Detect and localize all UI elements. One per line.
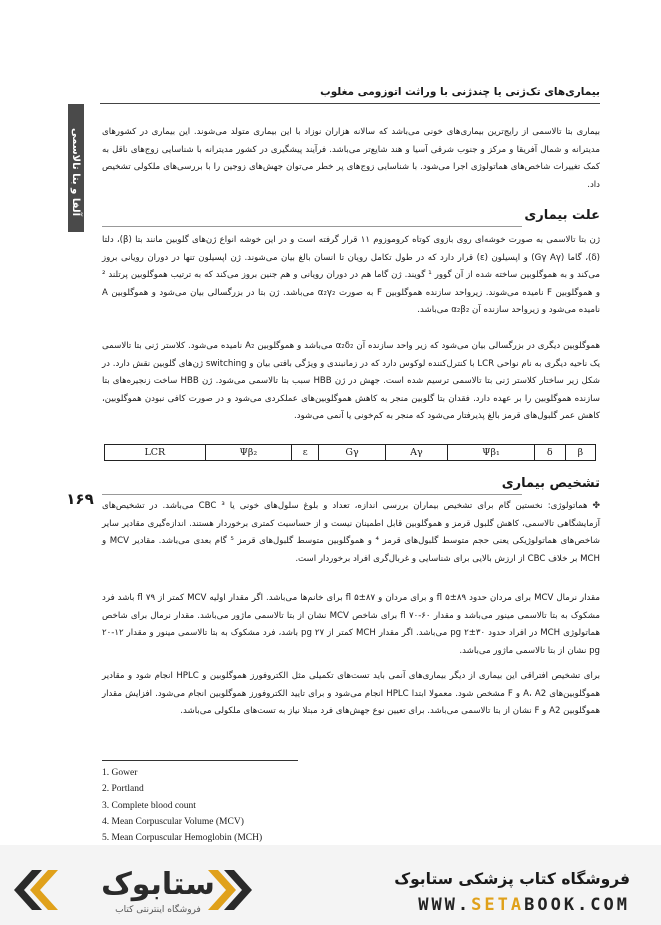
side-tab-label: آلفا و بتا تالاسمی [70,128,81,216]
footnotes [102,765,402,846]
gene-cluster-table [104,444,596,461]
footnote-rule [102,760,298,761]
diagnosis-heading: تشخیص بیماری [501,476,600,491]
flower-bullet-icon: ✤ [592,501,600,511]
table-row [105,445,596,461]
gene-cell-psi-beta-2: Ψβ₂ [205,445,291,461]
diagnosis-paragraph-3: برای تشخیص افتراقی این بیماری از دیگر بیماری‌های آنمی باید تست‌های تکمیلی مثل الکتروفورز هموگلوبین و HPLC انجام شود و مقادیر هموگلوبین‌های A، A2 و F مشخص شود. معمولا ابتدا HPLC انجام می‌شود و برای تایید الکتروفورز هموگلوبین انجام می‌شود. افزایش مقدار هموگلوبین A2 و F نشان از بتا تالاسمی می‌باشد. برای تعیین نوع جهش‌های فرد مبتلا نیاز به تست‌های ملکولی می‌باشد. [102,671,600,716]
gene-cell-a-gamma: Aγ [385,445,448,461]
footnote-4: 4. Mean Corpuscular Volume (MCV) [102,816,244,827]
page-number: ۱۶۹ [66,490,94,508]
footer-url[interactable] [340,895,630,915]
chevron-logo-icon [14,870,58,910]
footer-shop-name: فروشگاه کتاب پزشکی ستابوک [394,870,630,888]
footnote-2: 2. Portland [102,784,144,795]
url-accent: SETA [471,895,525,915]
diagnosis-paragraph-1 [102,498,600,568]
gene-cell-epsilon: ε [292,445,319,461]
diagnosis-heading-rule [102,494,522,495]
footnote-5: 5. Mean Corpuscular Hemoglobin (MCH) [102,833,263,844]
footnote-1: 1. Gower [102,768,138,778]
cause-paragraph-1: ژن بتا تالاسمی به صورت خوشه‌ای روی بازوی کوتاه کروموزوم ۱۱ قرار گرفته است و در این خوشه انواع ژن‌های گلوبین مانند بتا (β)، دلتا (δ)، گاما (Gγ Aγ) و اپسیلون (ε) قرار دارد که در طول تکامل رویان تا انسان بالغ بیان می‌شوند. ژن اپسیلون تنها در دوران رویانی بروز می‌کند و به هموگلوبین ساخته شده از آن گوور ¹ گویند. ژن گاما هم در دوران رویانی و هم جنین بروز می‌کند که به ترتیب هموگلوبین پرتلند ² و هموگلوبین F نامیده می‌شوند. زیرواحد سازنده هموگلوبین F به صورت α₂γ₂ می‌باشد. ژن بتا در بزرگسالی بیان می‌شود و هموگلوبین A نامیده می‌شود و زیرواحد سازنده آن α₂β₂ می‌باشد. [102,235,601,315]
gene-cell-beta: β [565,445,595,461]
url-rest: BOOK.COM [524,895,630,915]
gene-cell-g-gamma: Gγ [319,445,385,461]
footnote-3: 3. Complete blood count [102,800,196,811]
gene-cell-delta: δ [534,445,565,461]
intro-paragraph: بیماری بتا تالاسمی از رایج‌ترین بیماری‌های خونی می‌باشد که سالانه هزاران نوزاد با این بیماری متولد می‌شوند. این بیماری در کشورهای مدیترانه و شمال آفریقا و مرکز و جنوب شرقی آسیا و هند شایع‌تر می‌باشد. فرآیند پیشگیری در کشور مدیترانه با شناسایی زوج‌های ناقل به کمک تغییرات شاخص‌های هماتولوژی اجرا می‌شود. با شناسایی زوج‌های پر خطر می‌توان جهش‌های زوجین را با بررسی‌های ملکولی تشخیص داد. [102,127,600,190]
logo-wordmark: ستابوک [101,867,215,902]
logo-subtitle: فروشگاه اینترنتی کتاب [115,905,201,915]
gene-cell-psi-beta-1: Ψβ₁ [448,445,534,461]
diagnosis-paragraph-1-text: هماتولوژی: نخستین گام برای تشخیص بیماران بررسی اندازه، تعداد و بلوغ سلول‌های خونی یا CBC ³ می‌باشد. در تشخیص‌های آزمایشگاهی تالاسمی، کاهش گلبول قرمز و هموگلوبین قابل اطمینان نیست و از حساسیت کمتری برخوردار هستند. اندازه‌گیری مقادیر سایر شاخص‌های هماتولوژیکی یعنی حجم متوسط گلبول‌های قرمز ⁴ و هموگلوبین متوسط گلبول‌های قرمز ⁵ گام بعدی می‌باشد. مقادیر MCV و MCH بر خلاف CBC از ارزش بالایی برای شناسایی و غربال‌گری افراد برخوردار است. [102,501,600,564]
url-prefix: WWW. [418,895,472,915]
header-rule [100,103,600,104]
cause-paragraph-2: هموگلوبین دیگری در بزرگسالی بیان می‌شود که زیر واحد سازنده آن α₂δ₂ می‌باشد و هموگلوبین A₂ نامیده می‌شود. کلاستر ژنی بتا تالاسمی یک ناحیه دیگری به نام نواحی LCR با کنترل‌کننده لوکوس دارد که در زمانبندی و ویژگی بافتی بیان و switching ژن‌های گلوبین نقش دارد. در شکل زیر ساختار کلاستر ژنی بتا تالاسمی ترسیم شده است. جهش در ژن HBB سبب بتا تالاسمی می‌شود. ژن HBB ساخت زنجیره‌های بتا سازنده هموگلوبین را بر عهده دارد. فقدان بتا گلوبین منجر به کاهش هموگلوبین‌های عملکردی می‌شود و در صورت کافی نبودن هموگلوبین، کاهش عمر گلبول‌های قرمز بالغ پذیرفتار می‌شود که منجر به کم‌خونی یا آنمی می‌شود. [102,341,601,421]
gene-cell-lcr: LCR [105,445,206,461]
diagnosis-paragraph-2: مقدار نرمال MCV برای مردان حدود ۸۹±۵ fl و برای مردان و ۸۷±۵ fl برای خانم‌ها می‌باشد. اگر مقدار اولیه MCV کمتر از ۷۹ fl باشد فرد مشکوک به بتا تالاسمی مینور می‌باشد و مقدار ۶۰-۷۰ fl برای شاخص MCV نشان از بتا تالاسمی ماژور می‌باشد. مقدار نرمال برای شاخص هماتولوژی MCH در افراد حدود ۳۰±۲ pg می‌باشد. اگر مقدار MCH کمتر از ۲۷ pg باشد، فرد مشکوک به بتا تالاسمی مینور و مقدار ۱۲-۲۰ pg نشان از بتا تالاسمی ماژور می‌باشد. [102,593,601,656]
running-header: بیماری‌های تک‌ژنی یا چندژنی با وراثت اتوزومی مغلوب [320,86,600,98]
cause-heading: علت بیماری [524,208,600,223]
cause-heading-rule [102,226,522,227]
setabook-logo[interactable] [8,862,258,918]
